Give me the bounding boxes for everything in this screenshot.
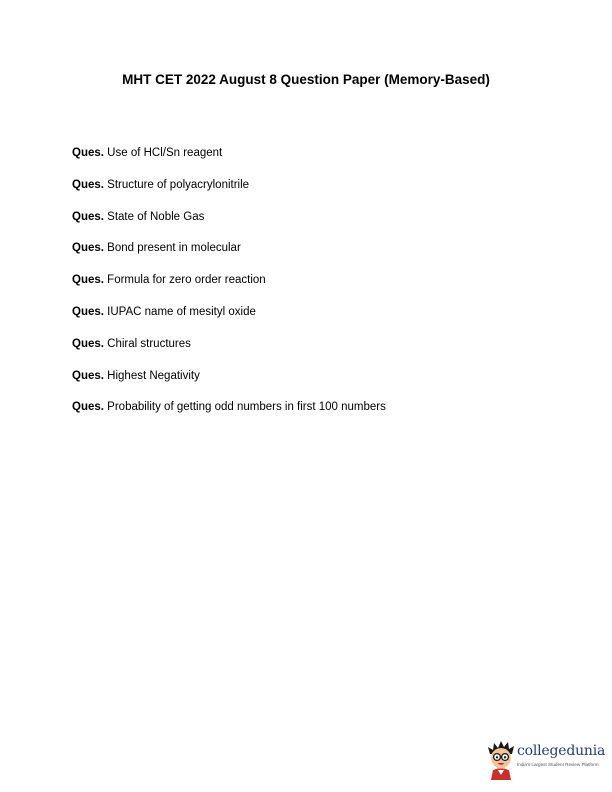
- question-label: Ques.: [72, 210, 104, 223]
- question-text: Bond present in molecular: [107, 242, 241, 255]
- question-text: Highest Negativity: [107, 369, 200, 382]
- question-item: [72, 273, 386, 305]
- question-item: [72, 400, 386, 432]
- question-label: Ques.: [72, 147, 104, 159]
- question-item: [72, 305, 386, 337]
- question-label: Ques.: [72, 401, 104, 414]
- question-label: Ques.: [72, 178, 104, 191]
- logo-tagline: India's Largest Student Review Platform: [517, 762, 599, 767]
- question-item: [72, 146, 386, 178]
- question-text: Use of HCl/Sn reagent: [107, 147, 223, 159]
- question-text: Structure of polyacrylonitrile: [107, 178, 250, 191]
- question-label: Ques.: [72, 369, 104, 382]
- question-text: IUPAC name of mesityl oxide: [107, 305, 256, 318]
- question-text: State of Noble Gas: [107, 210, 205, 223]
- question-list: [72, 146, 386, 432]
- question-text: Formula for zero order reaction: [107, 274, 266, 287]
- question-item: [72, 241, 386, 273]
- question-label: Ques.: [72, 305, 104, 318]
- logo-wordmark: collegedunia: [517, 743, 606, 759]
- student-mascot-icon: [486, 740, 516, 780]
- question-text: Chiral structures: [107, 337, 191, 350]
- question-item: [72, 337, 386, 369]
- question-item: [72, 210, 386, 242]
- page-title: MHT CET 2022 August 8 Question Paper (Memory-Based): [122, 72, 490, 87]
- question-item: [72, 369, 386, 401]
- question-text: Probability of getting odd numbers in first 100 numbers: [107, 401, 386, 414]
- question-label: Ques.: [72, 242, 104, 255]
- collegedunia-logo[interactable]: [486, 740, 606, 780]
- question-item: [72, 178, 386, 210]
- question-label: Ques.: [72, 274, 104, 287]
- question-label: Ques.: [72, 337, 104, 350]
